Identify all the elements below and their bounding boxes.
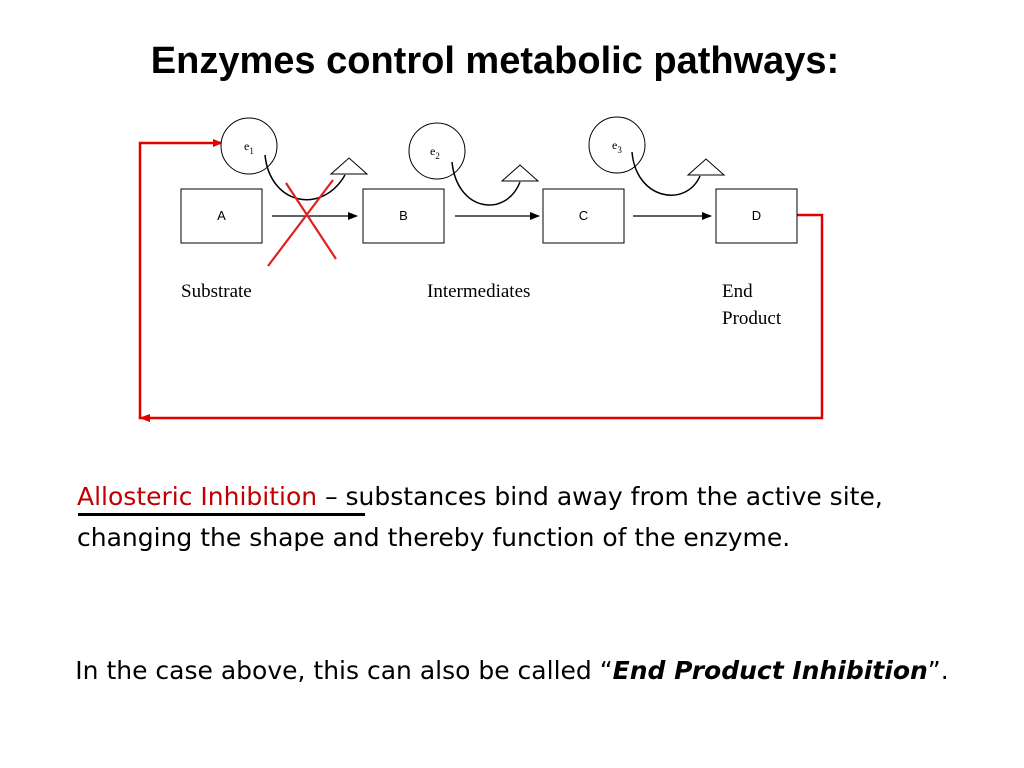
- box-c: [543, 189, 624, 243]
- footer-suffix: ”.: [927, 656, 949, 685]
- footer-statement: [0, 656, 1024, 685]
- box-a-label: A: [217, 208, 226, 223]
- box-a: [181, 189, 262, 243]
- box-d-label: D: [751, 208, 762, 223]
- definition-text: – substances bind away from the active site, changing the shape and thereby function of the enzyme.: [77, 482, 883, 552]
- product-shape-3: [688, 159, 724, 175]
- enzyme-e1: [221, 118, 277, 174]
- definition-term: Allosteric Inhibition: [77, 482, 318, 511]
- enzyme-e2-curve: [452, 162, 520, 205]
- box-b: [363, 189, 444, 243]
- definition-paragraph: [77, 476, 977, 558]
- svg-text:e1: $e_1$: [244, 139, 254, 156]
- enzyme-e1-curve: [265, 155, 345, 200]
- enzyme-e2: [409, 123, 465, 179]
- svg-text:e3: $e_3$: [612, 138, 622, 155]
- product-shape-1: [331, 158, 367, 174]
- end-product-label-line2: Product: [722, 308, 782, 329]
- box-b-label: B: [399, 208, 408, 223]
- page-title: Enzymes control metabolic pathways:: [150, 40, 840, 82]
- substrate-label: Substrate: [181, 281, 252, 302]
- intermediates-label: Intermediates: [427, 281, 531, 302]
- box-d: [716, 189, 797, 243]
- svg-text:e2: $e_2$: [430, 144, 440, 161]
- end-product-label-line1: End: [722, 281, 753, 302]
- product-shape-2: [502, 165, 538, 181]
- inhibition-cross: [268, 180, 336, 266]
- enzyme-e3: [589, 117, 645, 173]
- footer-emphasis: End Product Inhibition: [612, 656, 928, 685]
- term-underline: [78, 513, 365, 516]
- box-c-label: C: [578, 208, 589, 223]
- footer-prefix: In the case above, this can also be called “: [75, 656, 613, 685]
